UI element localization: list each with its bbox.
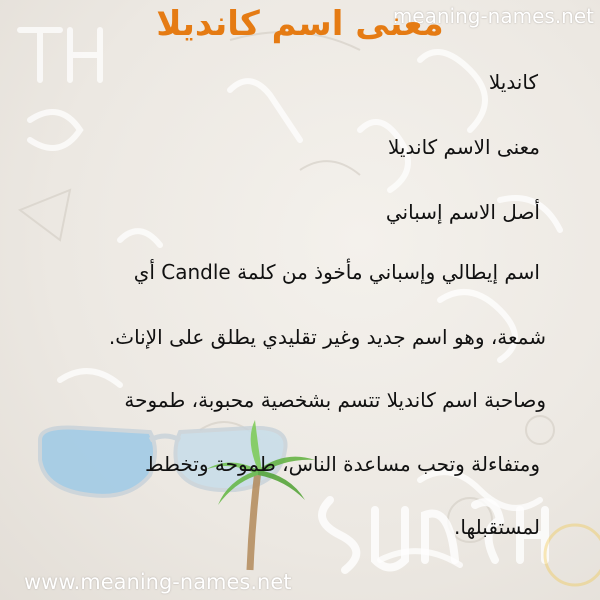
name-line: كانديلا [488, 70, 538, 94]
meaning-heading-line: معنى الاسم كانديلا [388, 135, 540, 159]
origin-line: أصل الاسم إسباني [385, 200, 540, 224]
description-line: اسم إيطالي وإسباني مأخوذ من كلمة Candle أي [133, 260, 540, 284]
description-line: ومتفاءلة وتحب مساعدة الناس، طموحة وتخطط [144, 452, 540, 476]
description-line: شمعة، وهو اسم جديد وغير تقليدي يطلق على الإناث. [108, 325, 546, 349]
description-line: وصاحبة اسم كانديلا تتسم بشخصية محبوبة، طموحة [124, 388, 546, 412]
watermark-bottom: www.meaning-names.net [24, 570, 292, 594]
page-title: معنى اسم كانديلا [156, 4, 444, 44]
watermark-top: meaning-names.net [392, 4, 594, 28]
description-line: لمستقبلها. [454, 515, 540, 539]
